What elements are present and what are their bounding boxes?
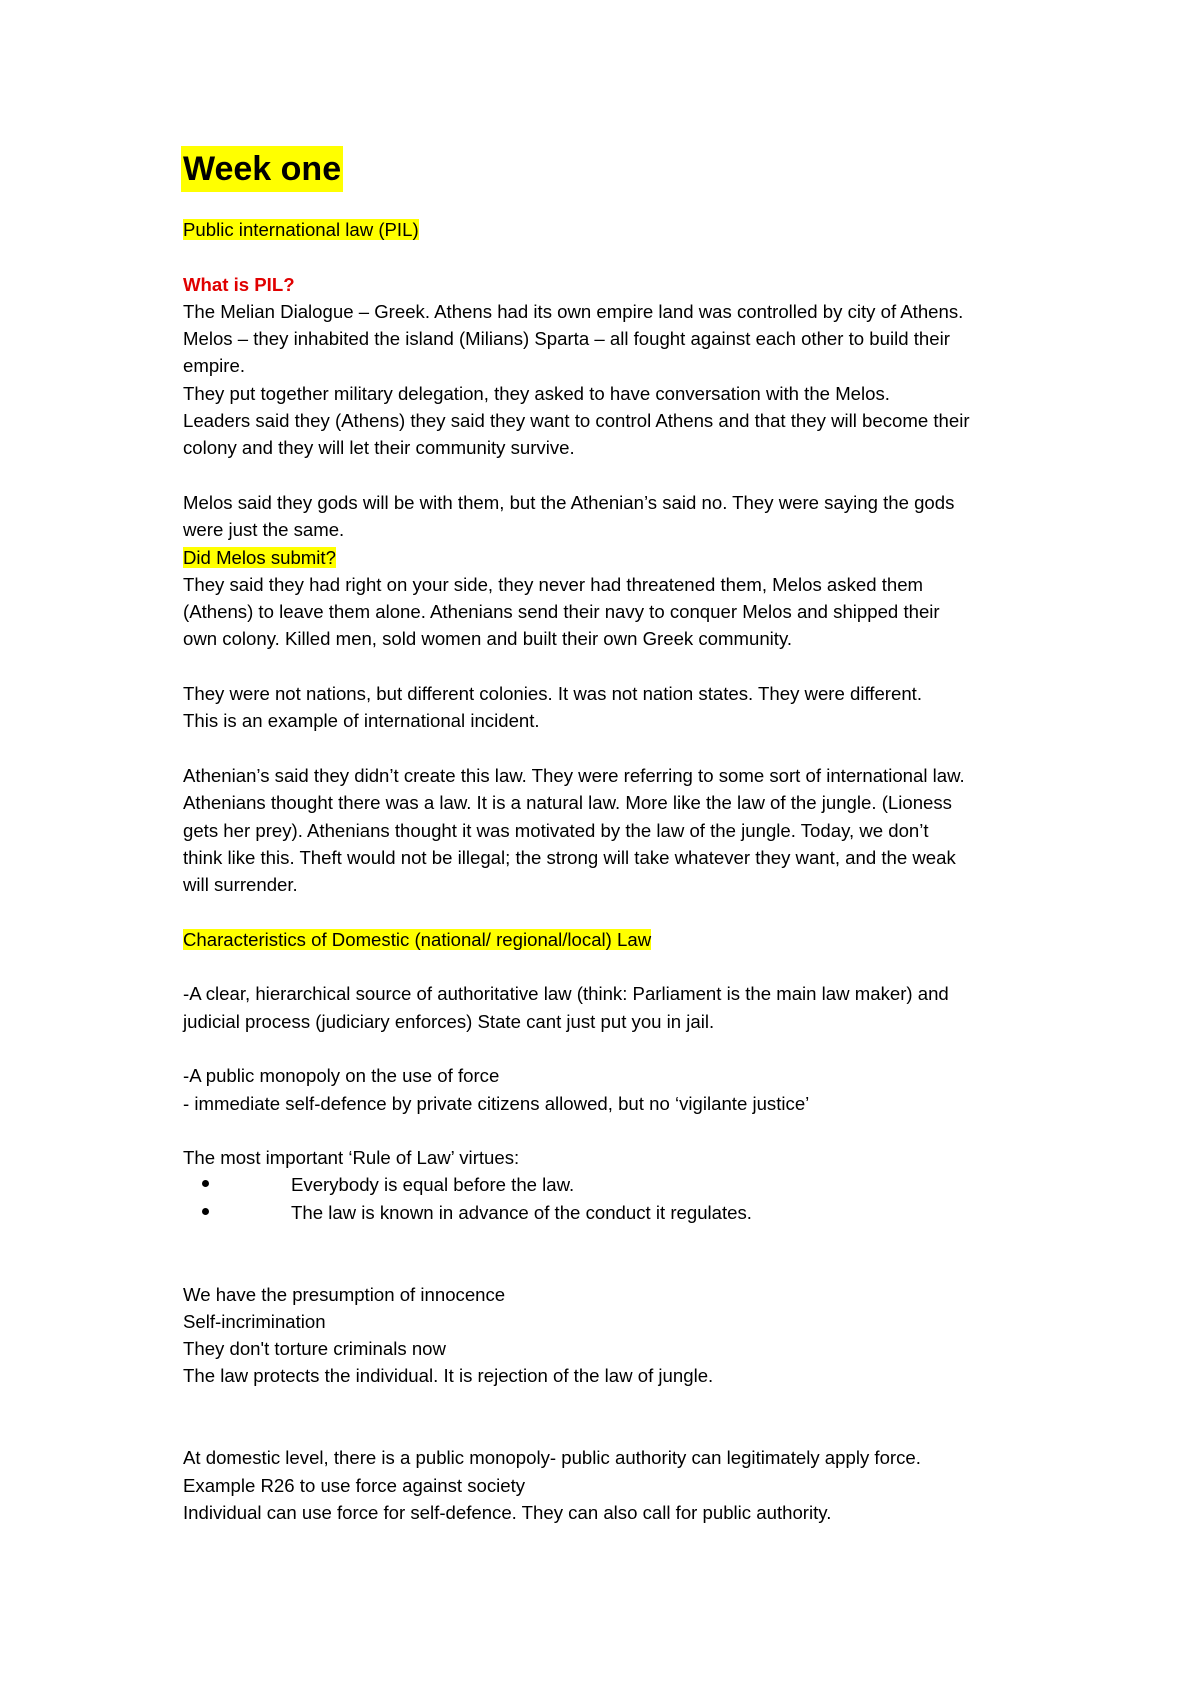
text-line: - immediate self-defence by private citizens allowed, but no ‘vigilante justice’	[183, 1092, 810, 1114]
list-item: Everybody is equal before the law.	[183, 1171, 1063, 1198]
text-line: judicial process (judiciary enforces) State cant just put you in jail.	[183, 1010, 715, 1032]
spacer	[183, 1035, 1063, 1062]
virtues-list	[183, 1171, 1063, 1226]
text-line: Self-incrimination	[183, 1310, 326, 1332]
spacer	[183, 1417, 1063, 1444]
text-line: were just the same.	[183, 519, 345, 541]
bullet-icon	[202, 1180, 209, 1187]
text-line: Athenian’s said they didn’t create this law. They were referring to some sort of international law.	[183, 764, 965, 786]
text-line: Individual can use force for self-defence. They can also call for public authority.	[183, 1501, 832, 1523]
text-line: Leaders said they (Athens) they said they want to control Athens and that they will become their	[183, 410, 970, 432]
text-line: -A clear, hierarchical source of authoritative law (think: Parliament is the main law maker) and	[183, 983, 949, 1005]
spacer	[183, 1253, 1063, 1280]
spacer	[183, 192, 1063, 216]
text-line: They said they had right on your side, they never had threatened them, Melos asked them	[183, 573, 924, 595]
text-line: They put together military delegation, they asked to have conversation with the Melos.	[183, 382, 890, 404]
text-line: gets her prey). Athenians thought it was motivated by the law of the jungle. Today, we don’t	[183, 819, 929, 841]
text-line: (Athens) to leave them alone. Athenians send their navy to conquer Melos and shipped their	[183, 601, 940, 623]
spacer	[183, 1226, 1063, 1253]
bullet-icon	[202, 1208, 209, 1215]
list-item: The law is known in advance of the conduct it regulates.	[183, 1199, 1063, 1226]
text-line: empire.	[183, 355, 246, 377]
text-line: At domestic level, there is a public monopoly- public authority can legitimately apply force.	[183, 1447, 921, 1469]
text-line: They don't torture criminals now	[183, 1338, 446, 1360]
text-line: think like this. Theft would not be illegal; the strong will take whatever they want, and the weak	[183, 846, 956, 868]
text-line: They were not nations, but different colonies. It was not nation states. They were different.	[183, 683, 923, 705]
question-heading: Did Melos submit?	[183, 546, 336, 568]
text-line: Melos said they gods will be with them, but the Athenian’s said no. They were saying the gods	[183, 491, 955, 513]
spacer	[183, 243, 1063, 270]
page-title: Week one	[181, 146, 343, 192]
text-line: -A public monopoly on the use of force	[183, 1065, 500, 1087]
text-line: colony and they will let their community survive.	[183, 437, 575, 459]
section-heading-what-is-pil: What is PIL?	[183, 273, 295, 295]
spacer	[183, 735, 1063, 762]
section-heading-domestic-law: Characteristics of Domestic (national/ regional/local) Law	[183, 928, 652, 950]
text-line: Melos – they inhabited the island (Milians) Sparta – all fought against each other to build their	[183, 328, 950, 350]
spacer	[183, 898, 1063, 925]
text-line: This is an example of international incident.	[183, 710, 540, 732]
text-line: own colony. Killed men, sold women and built their own Greek community.	[183, 628, 793, 650]
text-line: Athenians thought there was a law. It is a natural law. More like the law of the jungle. (Lioness	[183, 792, 952, 814]
spacer	[183, 462, 1063, 489]
document-subtitle: Public international law (PIL)	[183, 219, 419, 240]
text-line: The law protects the individual. It is rejection of the law of jungle.	[183, 1365, 714, 1387]
spacer	[183, 653, 1063, 680]
virtues-intro: The most important ‘Rule of Law’ virtues:	[183, 1147, 520, 1169]
text-line: will surrender.	[183, 874, 298, 896]
spacer	[183, 1390, 1063, 1417]
text-line: We have the presumption of innocence	[183, 1283, 506, 1305]
spacer	[183, 953, 1063, 980]
spacer	[183, 1117, 1063, 1144]
text-line: The Melian Dialogue – Greek. Athens had its own empire land was controlled by city of Athens.	[183, 300, 964, 322]
text-line: Example R26 to use force against society	[183, 1474, 526, 1496]
document-page	[183, 146, 1063, 1526]
